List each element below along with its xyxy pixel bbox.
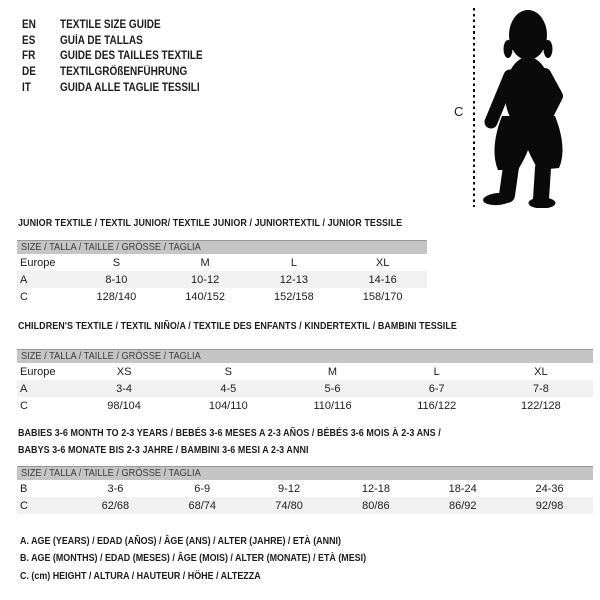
size-header-bar: [17, 349, 593, 363]
table-cell: 110/116: [313, 399, 352, 412]
table-cell: 74/80: [275, 499, 303, 512]
junior-size-table: [17, 240, 427, 305]
column-header-s: S: [224, 365, 232, 378]
table-cell: 4-5: [220, 382, 237, 395]
junior-section-heading: [18, 215, 470, 232]
column-header-europe: Europe: [20, 256, 56, 269]
language-code: [22, 50, 60, 62]
size-header-bar-label: SIZE / TALLA / TAILLE / GRÖSSE / TAGLIA: [21, 350, 201, 362]
heading-line: [18, 215, 470, 232]
table-cell: 14-16: [368, 273, 397, 286]
row-label: C: [20, 499, 28, 512]
footnote-a: [20, 533, 427, 550]
language-title: [60, 82, 221, 94]
size-header-bar-label: SIZE / TALLA / TAILLE / GRÖSSE / TAGLIA: [21, 241, 201, 253]
size-header-bar: [17, 240, 427, 254]
heading-text: BABIES 3-6 MONTH TO 2-3 YEARS / BEBÉS 3-6 MESES A 2-3 AÑOS / BÉBÉS 3-6 MOIS À 2-3 ANS /: [18, 427, 441, 439]
heading-text: BABYS 3-6 MONATE BIS 2-3 JAHRE / BAMBINI 3-6 MESI A 2-3 ANNI: [18, 443, 309, 456]
language-code-text: FR: [22, 50, 36, 63]
language-row-de: [22, 64, 224, 80]
table-cell: 158/170: [362, 290, 403, 303]
table-cell: 116/122: [417, 399, 457, 412]
table-cell: 12-13: [279, 273, 308, 286]
table-cell: 86/92: [448, 499, 477, 512]
language-title-text: TEXTILE SIZE GUIDE: [60, 18, 161, 31]
language-title: [60, 66, 206, 78]
row-label: B: [20, 482, 28, 495]
footnote-c: [20, 568, 427, 585]
language-code: [22, 35, 60, 47]
table-cell: 80/86: [362, 499, 390, 512]
table-cell: 3-4: [116, 382, 133, 395]
column-header-m: M: [327, 365, 338, 378]
heading-line-1: [18, 425, 515, 442]
footnote-text: B. AGE (MONTHS) / EDAD (MESES) / ÂGE (MOIS) / ALTER (MONATE) / ETÀ (MESI): [20, 552, 367, 565]
column-header-xl: XL: [375, 256, 390, 269]
heading-text: CHILDREN'S TEXTILE / TEXTIL NIÑO/A / TEXTILE DES ENFANTS / KINDERTEXTIL / BAMBINI TESSILE: [18, 320, 457, 332]
babies-size-table: [17, 466, 593, 514]
language-list: [22, 17, 224, 96]
row-label: A: [20, 382, 28, 395]
row-label: C: [20, 399, 28, 412]
table-cell: 10-12: [191, 273, 220, 286]
babies-section-heading: [18, 425, 515, 458]
table-row-months: [17, 480, 593, 497]
table-row-height: [17, 397, 593, 414]
language-code: [22, 82, 60, 94]
table-cell: 18-24: [448, 482, 477, 495]
table-cell: 12-18: [361, 482, 390, 495]
language-row-en: [22, 17, 224, 33]
table-cell: 6-9: [194, 482, 211, 495]
table-cell: 152/158: [273, 290, 314, 303]
table-cell: 92/98: [535, 499, 564, 512]
table-cell: 24-36: [535, 482, 564, 495]
table-row-height: [17, 288, 427, 305]
language-code-text: ES: [22, 34, 36, 47]
height-measure-dotted-line: [473, 8, 475, 207]
language-code-text: IT: [22, 82, 31, 95]
heading-line-2: [18, 442, 515, 459]
baby-silhouette-icon: [482, 6, 574, 208]
table-row-age: [17, 271, 427, 288]
language-row-es: [22, 33, 224, 49]
footnote-b: [20, 550, 427, 567]
language-code-text: EN: [22, 18, 36, 31]
language-title: [60, 19, 176, 31]
language-row-fr: [22, 49, 224, 65]
table-cell: 98/104: [107, 399, 141, 412]
column-header-l: L: [290, 256, 297, 269]
table-cell: 3-6: [107, 482, 124, 495]
column-header-europe: Europe: [20, 365, 56, 378]
column-header-xs: XS: [116, 365, 132, 378]
table-cell: 8-10: [105, 273, 128, 286]
table-cell: 62/68: [101, 499, 130, 512]
column-header-xl: XL: [534, 365, 548, 378]
language-code: [22, 19, 60, 31]
table-row-age: [17, 380, 593, 397]
table-cell: 6-7: [428, 382, 445, 395]
table-cell: 140/152: [185, 290, 225, 303]
footnote-text: C. (cm) HEIGHT / ALTURA / HAUTEUR / HÖHE / ALTEZZA: [20, 569, 261, 582]
table-cell: 7-8: [532, 382, 549, 395]
height-measure-label: C: [454, 104, 464, 119]
table-header-row: [17, 363, 593, 380]
heading-text: JUNIOR TEXTILE / TEXTIL JUNIOR/ TEXTILE JUNIOR / JUNIORTEXTIL / JUNIOR TESSILE: [18, 217, 403, 229]
language-row-it: [22, 80, 224, 96]
column-header-l: L: [433, 365, 440, 378]
table-cell: 104/110: [208, 399, 248, 412]
size-header-bar-label: SIZE / TALLA / TAILLE / GRÖSSE / TAGLIA: [21, 467, 201, 479]
language-title: [60, 50, 224, 62]
children-section-heading: [18, 318, 534, 335]
row-label: C: [20, 290, 28, 303]
language-title-text: GUIDA ALLE TAGLIE TESSILI: [60, 82, 200, 95]
footnotes: [20, 533, 427, 585]
table-header-row: [17, 254, 427, 271]
table-cell: 9-12: [278, 482, 301, 495]
language-code: [22, 66, 60, 78]
table-cell: 5-6: [324, 382, 341, 395]
column-header-m: M: [200, 256, 210, 269]
size-header-bar: [17, 466, 593, 480]
row-label: A: [20, 273, 28, 286]
footnote-text: A. AGE (YEARS) / EDAD (AÑOS) / ÂGE (ANS) / ALTER (JAHRE) / ETÀ (ANNI): [20, 535, 341, 547]
table-cell: 122/128: [521, 399, 561, 412]
language-title-text: TEXTILGRÖßENFÜHRUNG: [60, 66, 188, 79]
language-title-text: GUÍA DE TALLAS: [60, 34, 143, 47]
table-cell: 68/74: [188, 499, 216, 512]
heading-line: [18, 318, 534, 335]
column-header-s: S: [112, 256, 121, 269]
language-code-text: DE: [22, 66, 36, 79]
children-size-table: [17, 349, 593, 414]
language-title: [60, 35, 155, 47]
language-title-text: GUIDE DES TAILLES TEXTILE: [60, 50, 203, 63]
table-cell: 128/140: [96, 290, 137, 303]
table-row-height: [17, 497, 593, 514]
